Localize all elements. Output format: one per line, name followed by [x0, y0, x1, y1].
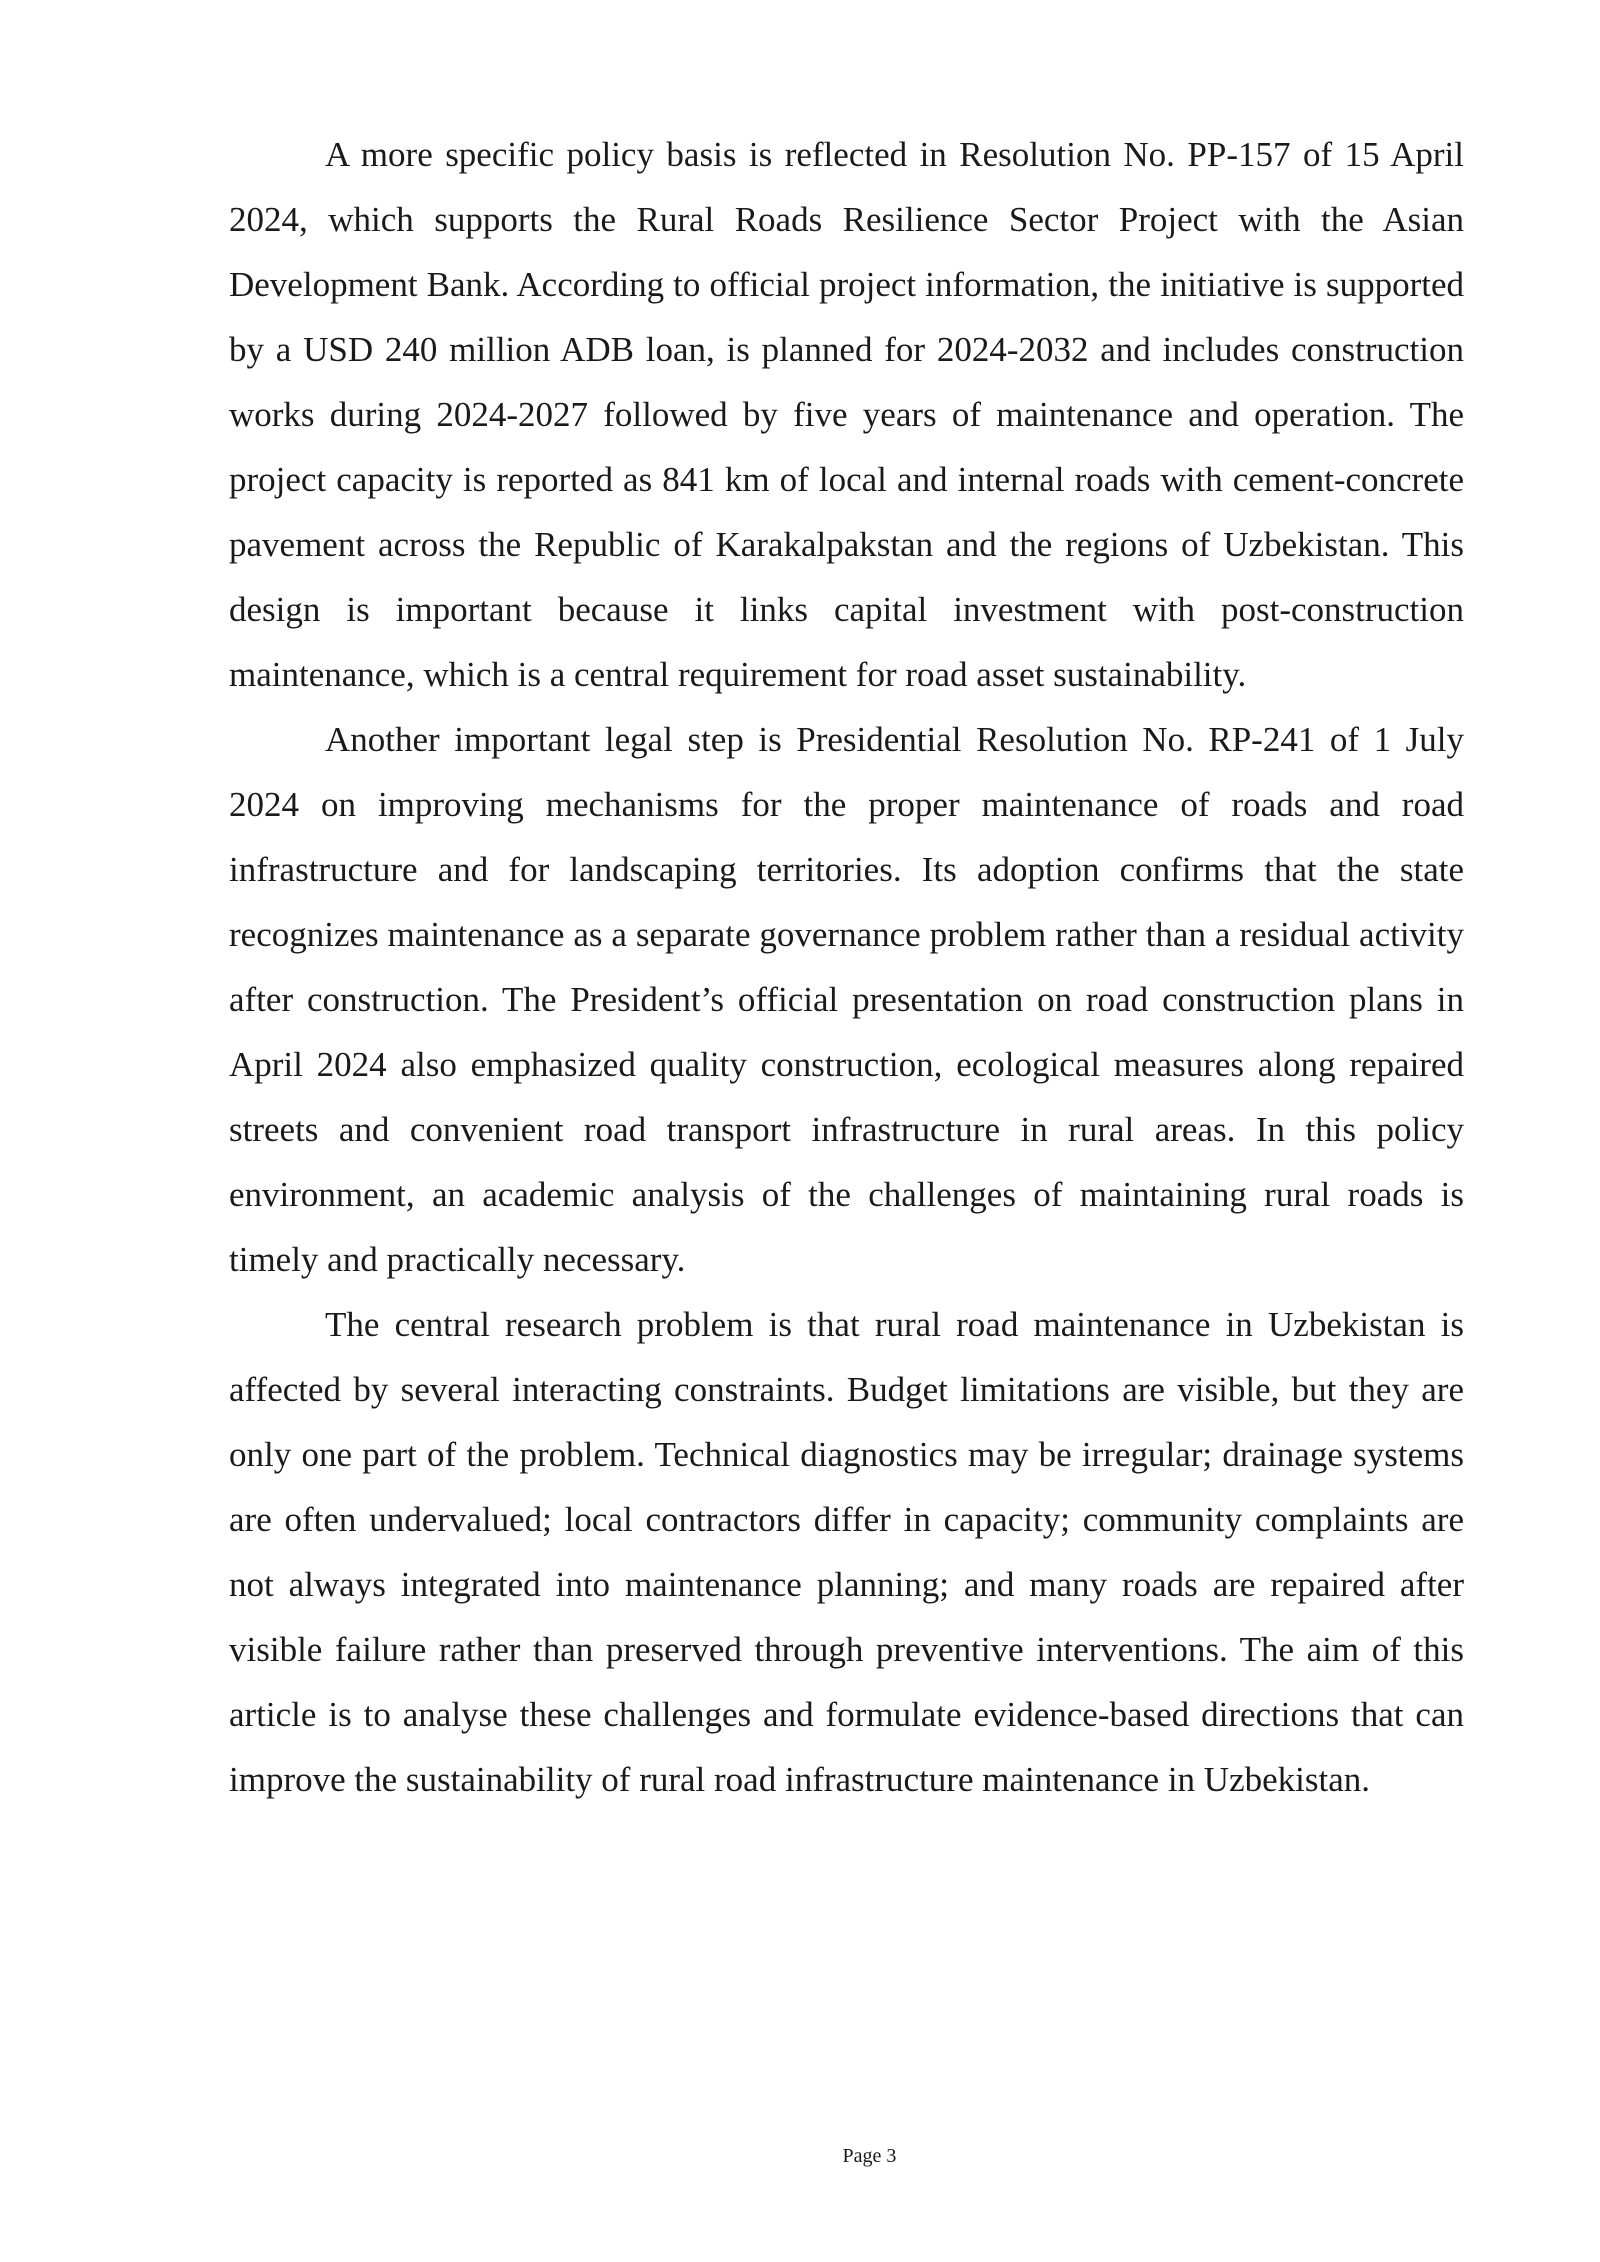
page-number: Page 3 — [842, 2145, 897, 2167]
body-text — [229, 122, 1464, 1812]
paragraph-2: Another important legal step is Presidential Resolution No. RP-241 of 1 July 2024 on improving mechanisms for the proper maintenance of roads and road infrastructure and for landscaping territories. Its adoption confirms that the state recognizes maintenance as a separate governance problem rather than a residual activity after construction. The President’s official presentation on road construction plans in April 2024 also emphasized quality construction, ecological measures along repaired streets and convenient road transport infrastructure in rural areas. In this policy environment, an academic analysis of the challenges of maintaining rural roads is timely and practically necessary. — [229, 720, 1464, 1279]
paragraph-3: The central research problem is that rural road maintenance in Uzbekistan is affected by several interacting constraints. Budget limitations are visible, but they are only one part of the problem. Technical diagnostics may be irregular; drainage systems are often undervalued; local contractors differ in capacity; community complaints are not always integrated into maintenance planning; and many roads are repaired after visible failure rather than preserved through preventive interventions. The aim of this article is to analyse these challenges and formulate evidence-based directions that can improve the sustainability of rural road infrastructure maintenance in Uzbekistan. — [229, 1305, 1464, 1799]
paragraph-1: A more specific policy basis is reflected in Resolution No. PP-157 of 15 April 2024, which supports the Rural Roads Resilience Sector Project with the Asian Development Bank. According to official project information, the initiative is supported by a USD 240 million ADB loan, is planned for 2024-2032 and includes construction works during 2024-2027 followed by five years of maintenance and operation. The project capacity is reported as 841 km of local and internal roads with cement-concrete pavement across the Republic of Karakalpakstan and the regions of Uzbekistan. This design is important because it links capital investment with post-construction maintenance, which is a central requirement for road asset sustainability. — [229, 135, 1464, 694]
